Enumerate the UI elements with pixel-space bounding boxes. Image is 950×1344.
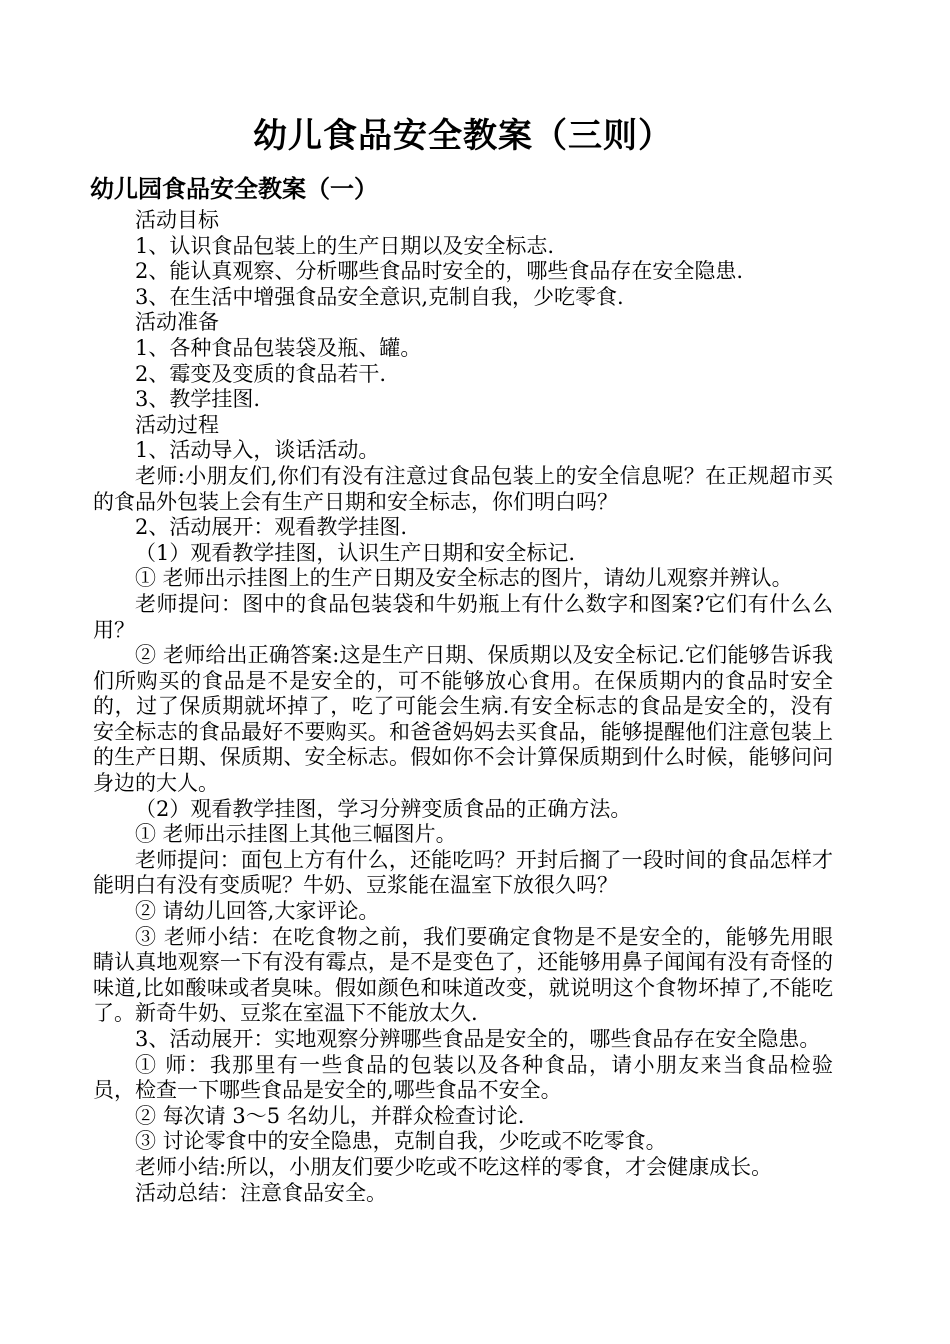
paragraph: ① 老师出示挂图上其他三幅图片。 xyxy=(135,822,457,847)
document-body xyxy=(93,208,833,1206)
paragraph: （2）观看教学挂图，学习分辨变质食品的正确方法。 xyxy=(135,796,632,821)
paragraph: （1）观看教学挂图，认识生产日期和安全标记. xyxy=(135,540,576,565)
paragraph: 2、活动展开：观看教学挂图. xyxy=(135,515,408,540)
paragraph: ① 师：我那里有一些食品的包装以及各种食品，请小朋友来当食品检验员，检查一下哪些食品是安全的,哪些食品不安全。 xyxy=(93,1052,833,1103)
paragraph: 2、霉变及变质的食品若干. xyxy=(135,361,387,386)
paragraph: 老师:小朋友们,你们有没有注意过食品包装上的安全信息呢？在正规超市买的食品外包装上会有生产日期和安全标志，你们明白吗？ xyxy=(93,463,833,514)
paragraph: 老师提问：面包上方有什么，还能吃吗？开封后搁了一段时间的食品怎样才能明白有没有变质呢？牛奶、豆浆能在温室下放很久吗？ xyxy=(93,847,833,898)
paragraph: ② 每次请 3～5 名幼儿，并群众检查讨论. xyxy=(135,1103,525,1128)
paragraph: ③ 讨论零食中的安全隐患，克制自我，少吃或不吃零食。 xyxy=(135,1129,667,1154)
section-title: 幼儿园食品安全教案（一） xyxy=(90,175,378,203)
paragraph: 3、活动展开：实地观察分辨哪些食品是安全的，哪些食品存在安全隐患。 xyxy=(135,1027,821,1051)
document-page xyxy=(90,112,833,1206)
paragraph: 2、能认真观察、分析哪些食品时安全的，哪些食品存在安全隐患. xyxy=(135,259,744,284)
paragraph: ① 老师出示挂图上的生产日期及安全标志的图片，请幼儿观察并辨认。 xyxy=(135,566,793,591)
document-title: 幼儿食品安全教案（三则） xyxy=(253,116,673,156)
paragraph: 1、各种食品包装袋及瓶、罐。 xyxy=(135,335,422,360)
paragraph: 活动总结：注意食品安全。 xyxy=(135,1180,387,1205)
paragraph: 3、在生活中增强食品安全意识,克制自我，少吃零食. xyxy=(135,284,624,309)
paragraph: 3、教学挂图. xyxy=(135,387,261,412)
paragraph: 活动过程 xyxy=(135,412,219,437)
paragraph: ② 老师给出正确答案:这是生产日期、保质期以及安全标记.它们能够告诉我们所购买的食品是不是安全的，可不能够放心食用。在保质期内的食品时安全的，过了保质期就坏掉了，吃了可能会生病.有安全标志的食品是安全的，没有安全标志的食品最好不要购买。和爸爸妈妈去买食品，能够提醒他们注意包装上的生产日期、保质期、安全标志。假如你不会计算保质期到什么时候，能够问问身边的大人。 xyxy=(93,643,833,796)
paragraph: 活动目标 xyxy=(135,208,219,232)
paragraph: ② 请幼儿回答,大家评论。 xyxy=(135,899,380,924)
paragraph: 老师小结:所以，小朋友们要少吃或不吃这样的零食，才会健康成长。 xyxy=(135,1154,773,1179)
paragraph: 活动准备 xyxy=(135,310,219,335)
paragraph: 老师提问：图中的食品包装袋和牛奶瓶上有什么数字和图案?它们有什么么用？ xyxy=(93,591,833,642)
paragraph: 1、活动导入，谈话活动。 xyxy=(135,438,380,463)
paragraph: 1、认识食品包装上的生产日期以及安全标志. xyxy=(135,233,555,258)
paragraph: ③ 老师小结：在吃食物之前，我们要确定食物是不是安全的，能够先用眼睛认真地观察一下有没有霉点，是不是变色了，还能够用鼻子闻闻有没有奇怪的味道,比如酸味或者臭味。假如颜色和味道改变，就说明这个食物坏掉了,不能吃了。新奇牛奶、豆浆在室温下不能放太久. xyxy=(93,924,833,1026)
